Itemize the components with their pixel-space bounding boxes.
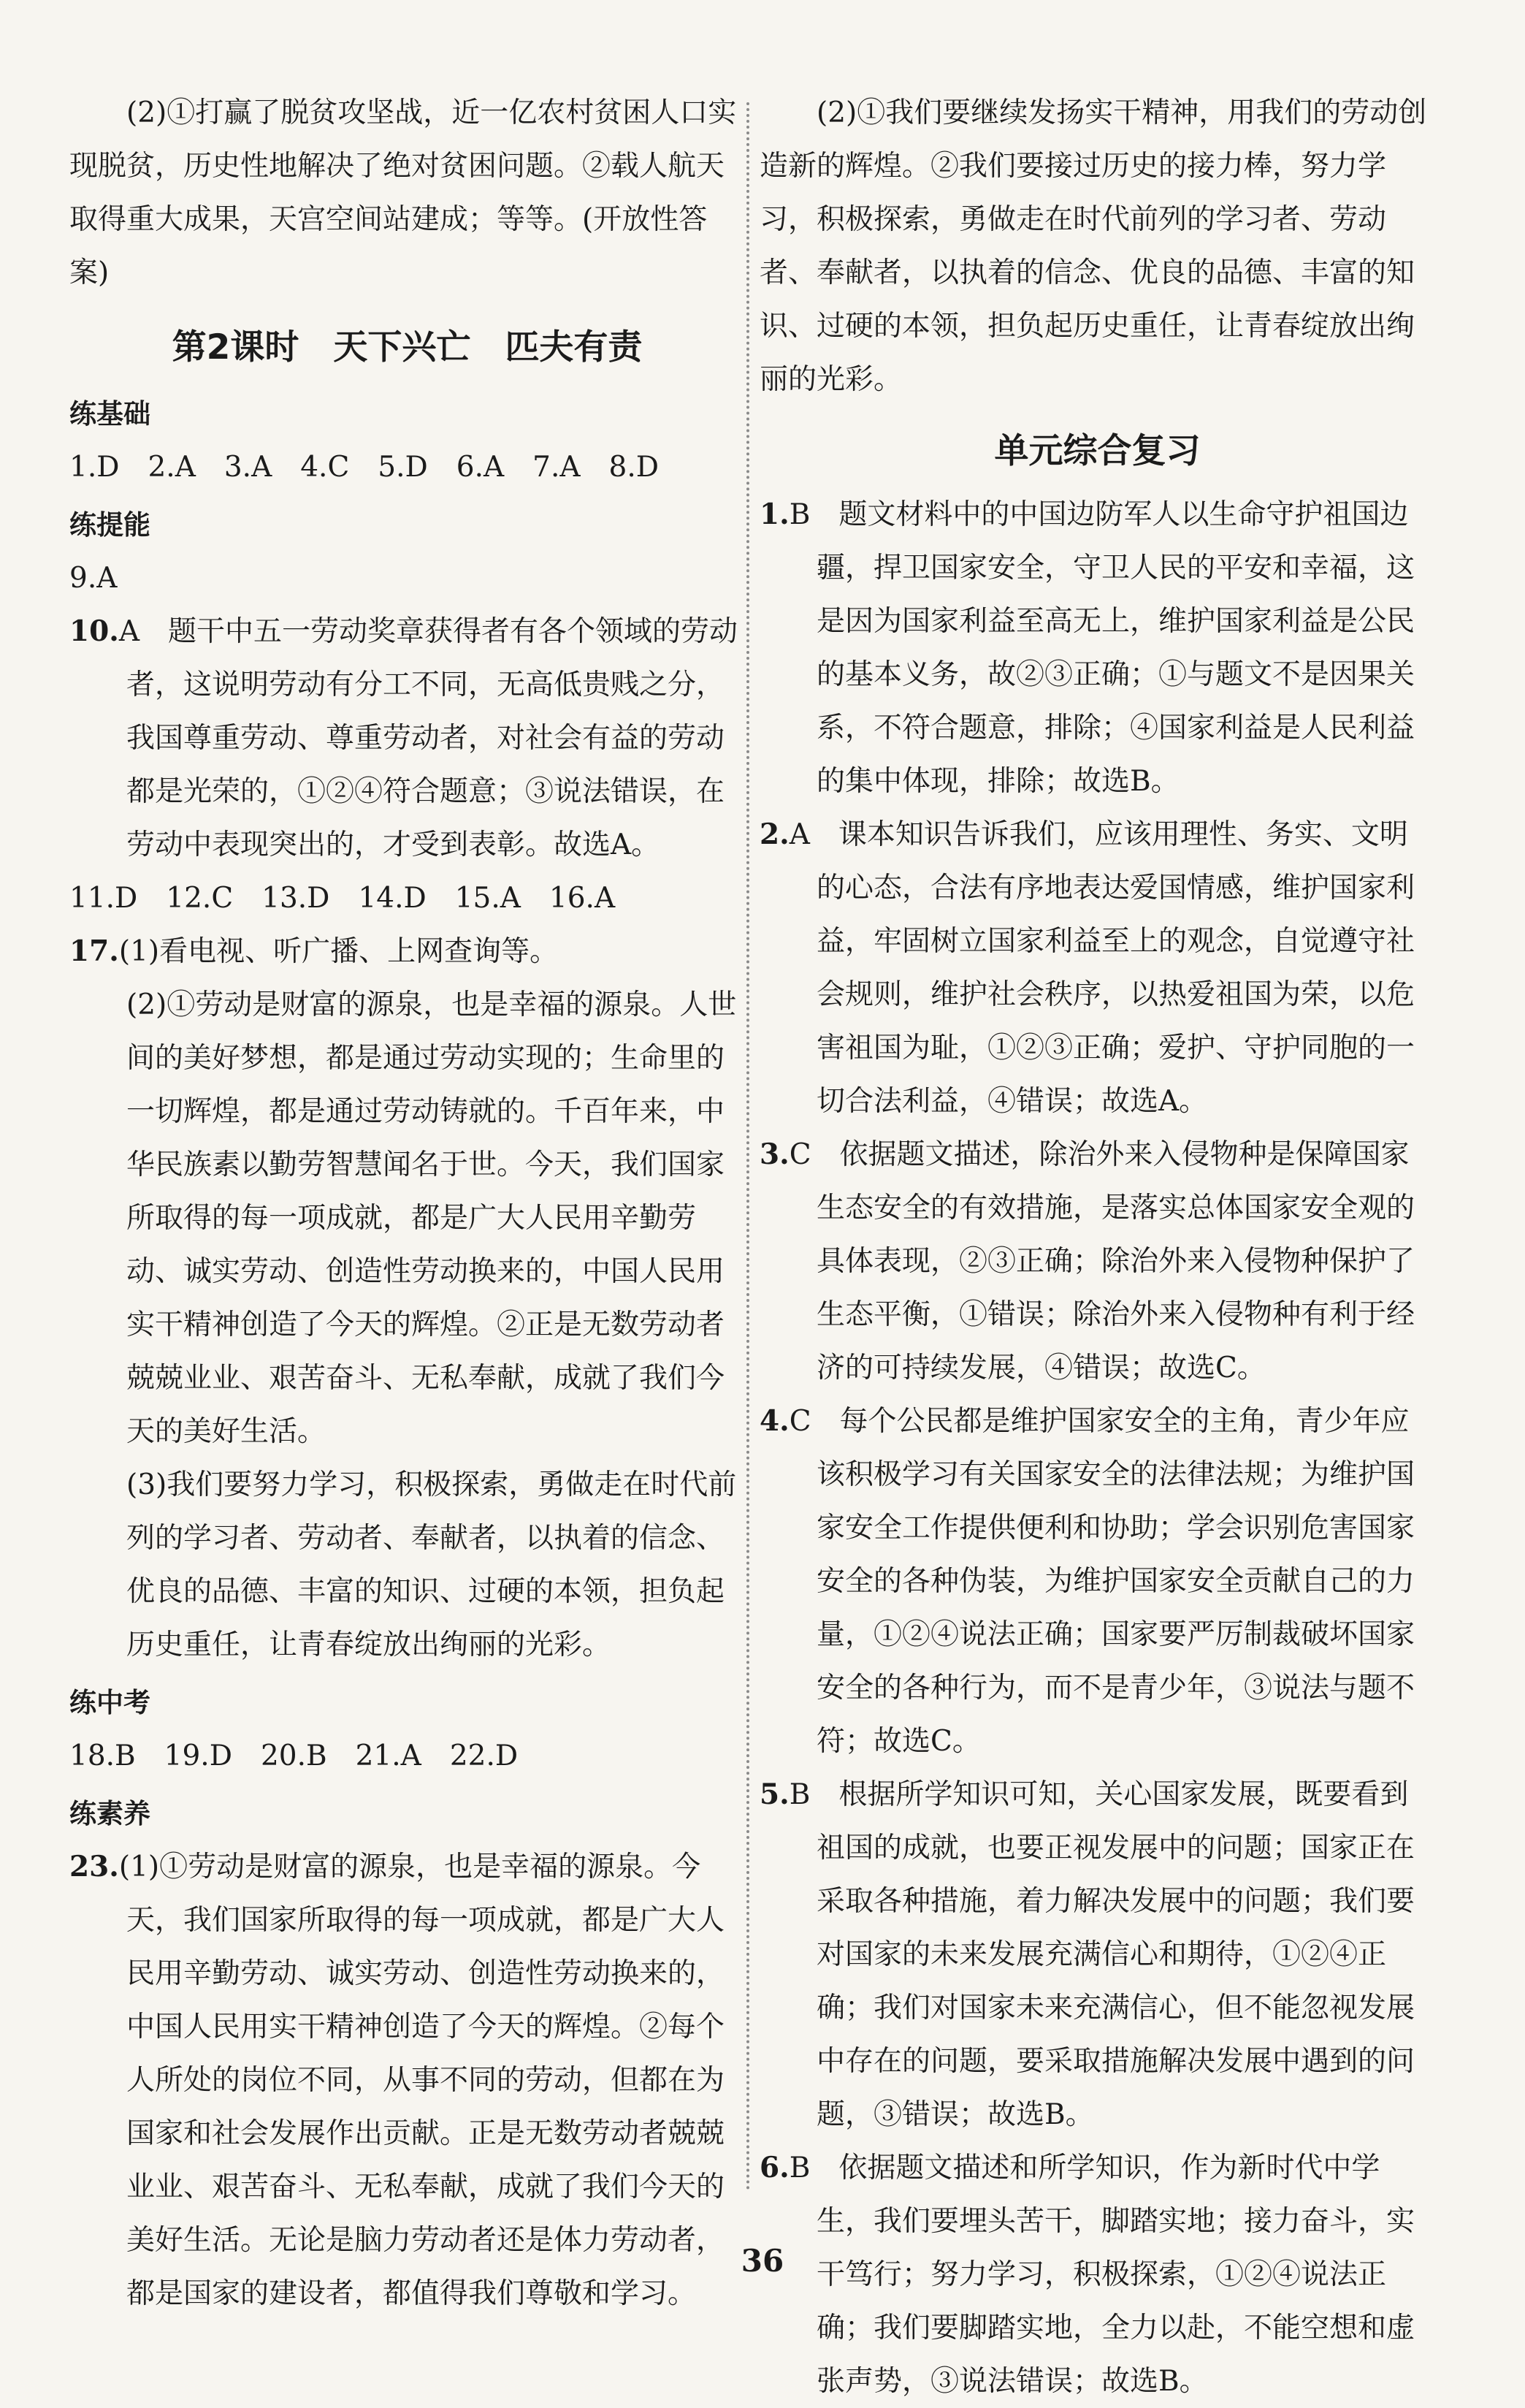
question-number: 4. xyxy=(760,1404,790,1438)
right-column xyxy=(760,86,1435,2408)
question-number: 1. xyxy=(760,498,790,531)
question-number: 17. xyxy=(69,934,119,968)
answer-9: 9.A xyxy=(69,562,118,595)
left-column xyxy=(69,86,745,2320)
answer-17-part3: (3)我们要努力学习，积极探索，勇做走在时代前列的学习者、劳动者、奉献者，以执着的信念、优良的品德、丰富的知识、过硬的本领，担负起历史重任，让青春绽放出绚丽的光彩。 xyxy=(126,1468,737,1661)
section-heading-literacy: 练素养 xyxy=(69,1798,150,1829)
section-heading-improve: 练提能 xyxy=(69,509,150,541)
answers-18-22: 18.B 19.D 20.B 21.A 22.D xyxy=(69,1740,519,1772)
answer-text: (1)①劳动是财富的源泉，也是幸福的源泉。今天，我们国家所取得的每一项成就，都是广大人民用辛勤劳动、诚实劳动、创造性劳动换来的，中国人民用实干精神创造了今天的辉煌。②每个人所处的岗位不同，从事不同的劳动，但都在为国家和社会发展作出贡献。正是无数劳动者兢兢业业、艰苦奋斗、无私奉献，成就了我们今天的美好生活。无论是脑力劳动者还是体力劳动者，都是国家的建设者，都值得我们尊敬和学习。 xyxy=(118,1851,725,2310)
answer-text: C 每个公民都是维护国家安全的主角，青少年应该积极学习有关国家安全的法律法规；为维护国家安全工作提供便利和协助；学会识别危害国家安全的各种伪装，为维护国家安全贡献自己的力量，①②④说法正确；国家要严厉制裁破坏国家安全的各种行为，而不是青少年，③说法与题不符；故选C。 xyxy=(789,1405,1415,1758)
intro-paragraph: (2)①我们要继续发扬实干精神，用我们的劳动创造新的辉煌。②我们要接过历史的接力棒，努力学习，积极探索，勇做走在时代前列的学习者、劳动者、奉献者，以执着的信念、优良的品德、丰富的知识、过硬的本领，担负起历史重任，让青春绽放出绚丽的光彩。 xyxy=(760,96,1427,396)
question-number: 23. xyxy=(69,1850,119,1883)
question-number: 6. xyxy=(760,2151,790,2184)
question-number: 5. xyxy=(760,1778,790,1811)
column-divider xyxy=(746,102,749,2192)
question-number: 3. xyxy=(760,1138,790,1171)
review-answer-1 xyxy=(760,488,1435,808)
answer-17-part1 xyxy=(69,925,745,978)
question-number: 2. xyxy=(760,818,790,851)
answers-11-16: 11.D 12.C 13.D 14.D 15.A 16.A xyxy=(69,882,616,915)
unit-review-title: 单元综合复习 xyxy=(994,431,1201,471)
question-number: 10. xyxy=(69,614,119,648)
answer-text: B 题文材料中的中国边防军人以生命守护祖国边疆，捍卫国家安全，守卫人民的平安和幸福，这是因为国家利益至高无上，维护国家利益是公民的基本义务，故②③正确；①与题文不是因果关系，不符合题意，排除；④国家利益是人民利益的集中体现，排除；故选B。 xyxy=(789,498,1415,798)
answer-17-part2: (2)①劳动是财富的源泉，也是幸福的源泉。人世间的美好梦想，都是通过劳动实现的；生命里的一切辉煌，都是通过劳动铸就的。千百年来，中华民族素以勤劳智慧闻名于世。今天，我们国家所取得的每一项成就，都是广大人民用辛勤劳动、诚实劳动、创造性劳动换来的，中国人民用实干精神创造了今天的辉煌。②正是无数劳动者兢兢业业、艰苦奋斗、无私奉献，成就了我们今天的美好生活。 xyxy=(126,988,737,1448)
answers-1-8: 1.D 2.A 3.A 4.C 5.D 6.A 7.A 8.D xyxy=(69,451,659,484)
answer-text: A 题干中五一劳动奖章获得者有各个领域的劳动者，这说明劳动有分工不同，无高低贵贱之分，我国尊重劳动、尊重劳动者，对社会有益的劳动都是光荣的，①②④符合题意；③说法错误，在劳动中表现突出的，才受到表彰。故选A。 xyxy=(118,615,738,861)
review-answer-5 xyxy=(760,1768,1435,2141)
review-answer-3 xyxy=(760,1128,1435,1395)
page-number: 36 xyxy=(741,2243,784,2279)
review-answer-4 xyxy=(760,1395,1435,1768)
lesson-title: 第2课时 天下兴亡 匹夫有责 xyxy=(172,327,643,367)
section-heading-basic: 练基础 xyxy=(69,398,150,430)
intro-paragraph: (2)①打赢了脱贫攻坚战，近一亿农村贫困人口实现脱贫，历史性地解决了绝对贫困问题。②载人航天取得重大成果，天宫空间站建成；等等。(开放性答案) xyxy=(69,96,737,289)
review-answer-2 xyxy=(760,808,1435,1128)
section-heading-exam: 练中考 xyxy=(69,1687,150,1718)
answer-10 xyxy=(69,605,745,872)
answer-text: C 依据题文描述，除治外来入侵物种是保障国家生态安全的有效措施，是落实总体国家安全观的具体表现，②③正确；除治外来入侵物种保护了生态平衡，①错误；除治外来入侵物种有利于经济的可持续发展，④错误；故选C。 xyxy=(789,1138,1415,1384)
answer-text: (1)看电视、听广播、上网查询等。 xyxy=(118,935,559,968)
answer-text: A 课本知识告诉我们，应该用理性、务实、文明的心态，合法有序地表达爱国情感，维护国家利益，牢固树立国家利益至上的观念，自觉遵守社会规则，维护社会秩序，以热爱祖国为荣，以危害祖国为耻，①②③正确；爱护、守护同胞的一切合法利益，④错误；故选A。 xyxy=(789,818,1415,1118)
answer-text: B 依据题文描述和所学知识，作为新时代中学生，我们要埋头苦干，脚踏实地；接力奋斗，实干笃行；努力学习，积极探索，①②④说法正确；我们要脚踏实地，全力以赴，不能空想和虚张声势，③说法错误；故选B。 xyxy=(789,2152,1415,2398)
answer-text: B 根据所学知识可知，关心国家发展，既要看到祖国的成就，也要正视发展中的问题；国家正在采取各种措施，着力解决发展中的问题；我们要对国家的未来发展充满信心和期待，①②④正确；我们对国家未来充满信心，但不能忽视发展中存在的问题，要采取措施解决发展中遇到的问题，③错误；故选B。 xyxy=(789,1778,1415,2131)
